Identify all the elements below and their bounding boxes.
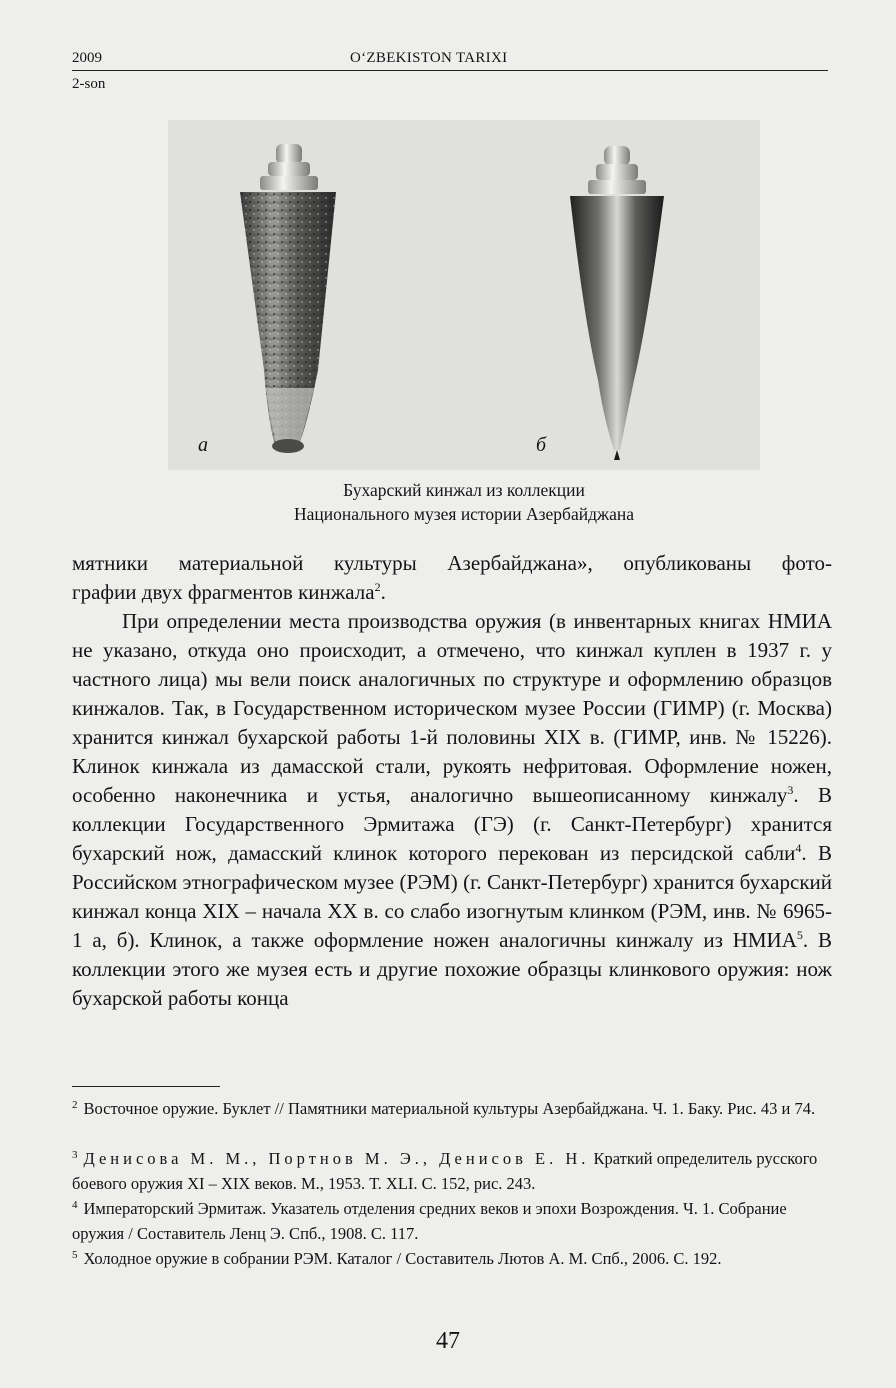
header-rule bbox=[72, 70, 828, 71]
body-line bbox=[72, 578, 832, 607]
body-text-span: . В Российском этнографическом музее (РЭМ) (г. Санкт-Петербург) хранится бухарский кинжал конца XIX – начала XX в. со слабо изогнутым клинком (РЭМ, инв. № 6965-1 а, б). Клинок, а также оформление ножен аналогичны кинжалу из НМИА bbox=[72, 841, 832, 952]
body-paragraph-1 bbox=[72, 549, 832, 607]
footnote-2 bbox=[72, 1096, 832, 1121]
body-text-span: . В коллекции этого же музея есть и другие похожие образцы клинкового оружия: нож бухарской работы конца bbox=[72, 928, 832, 1010]
figure-label-b: б bbox=[536, 434, 547, 456]
header-issue: 2-son bbox=[72, 76, 106, 92]
footnote-ref-5: 5 bbox=[796, 928, 803, 942]
footnote-number: 4 bbox=[72, 1198, 78, 1211]
body-paragraph-2-text bbox=[72, 607, 832, 1013]
footnote-5 bbox=[72, 1246, 832, 1271]
footnote-number: 5 bbox=[72, 1248, 78, 1261]
footnote-3 bbox=[72, 1146, 832, 1196]
body-text-span: . В коллекции Государственного Эрмитажа (ГЭ) (г. Санкт-Петербург) хранится бухарский нож, дамасский клинок которого перекован из персидской сабли bbox=[72, 783, 833, 865]
footnote-ref-2: 2 bbox=[374, 580, 381, 594]
body-text-span: При определении места производства оружия (в инвентарных книгах НМИА не указано, откуда оно происходит, а отмечено, что кинжал куплен в 1937 г. у частного лица) мы вели поиск аналогичных по структуре и оформлению образцов кинжалов. Так, в Государственном историческом музее России (ГИМР) (г. Москва) хранится кинжал бухарской работы 1-й половины XIX в. (ГИМР, инв. № 15226). Клинок кинжала из дамасской стали, рукоять нефритовая. Оформление ножен, особенно наконечника и устья, аналогично вышеописанному кинжалу bbox=[72, 609, 832, 807]
footnote-text: Восточное оружие. Буклет // Памятники материальной культуры Азербайджана. Ч. 1. Баку. Рис. 43 и 74. bbox=[83, 1099, 816, 1118]
footnote-text: Императорский Эрмитаж. Указатель отделения средних веков и эпохи Возрождения. Ч. 1. Собрание оружия / Составитель Ленц Э. Спб., 1908. С. 117. bbox=[72, 1199, 787, 1243]
footnote-text: Краткий определитель русского боевого оружия XI – XIX веков. М., 1953. Т. XLI. С. 152, рис. 243. bbox=[72, 1149, 818, 1193]
page-number: 47 bbox=[436, 1328, 460, 1354]
figure-caption-line-1: Бухарский кинжал из коллекции bbox=[343, 480, 585, 500]
footnote-4 bbox=[72, 1196, 832, 1246]
body-text-span: графии двух фрагментов кинжала bbox=[72, 580, 375, 604]
footnote-authors: Денисова М. М., Портнов М. Э., Денисов Е. Н. bbox=[83, 1149, 590, 1168]
footnote-rule bbox=[72, 1086, 220, 1087]
footnote-ref-3: 3 bbox=[787, 783, 794, 797]
header-year: 2009 bbox=[72, 50, 102, 66]
sheath-fragment-b bbox=[570, 146, 664, 460]
footnote-ref-4: 4 bbox=[795, 841, 802, 855]
body-paragraph-2 bbox=[72, 607, 832, 1013]
figure-caption-line-2: Национального музея истории Азербайджана bbox=[294, 504, 634, 524]
body-text-span: . bbox=[380, 580, 386, 604]
header-journal-title: O‘ZBEKISTON TARIXI bbox=[350, 50, 508, 66]
footnote-number: 2 bbox=[72, 1098, 78, 1111]
dagger-photo-illustration bbox=[168, 120, 760, 470]
body-line: мятники материальной культуры Азербайджана», опубликованы фото- bbox=[72, 551, 832, 575]
footnote-number: 3 bbox=[72, 1148, 78, 1161]
figure-label-a: а bbox=[198, 434, 208, 456]
footnote-text: Холодное оружие в собрании РЭМ. Каталог / Составитель Лютов А. М. Спб., 2006. С. 192. bbox=[83, 1249, 722, 1268]
dagger-photo bbox=[168, 120, 760, 470]
sheath-fragment-a bbox=[240, 144, 336, 453]
